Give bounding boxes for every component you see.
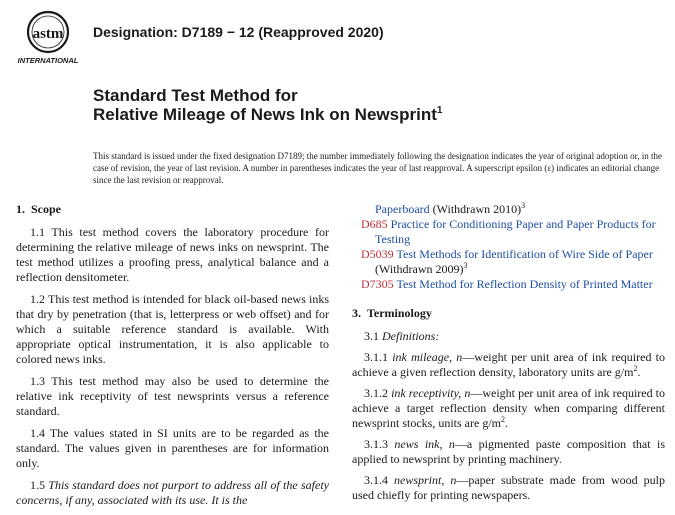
standard-notice: This standard is issued under the fixed designation D7189; the number immediately following the designation indicates the year of original adoption or, in the case of revision, the year of last revision. A number in parentheses indicates the year of last reapproval. A superscript epsilon (ε) indicates an editorial change since the last revision or reapproval. <box>93 151 663 185</box>
left-column <box>16 202 329 515</box>
reference-item[interactable]: D5039 Test Methods for Identification of Wire Side of Paper (Withdrawn 2009)$^3$ <box>361 247 653 276</box>
definition-ink-receptivity: 3.1.2 ink receptivity, n—weight per unit area of ink required to achieve a target reflection density when comparing different newsprint stocks, units are g/m$^2$. <box>352 386 665 430</box>
title-footnote-mark[interactable]: 1 <box>436 105 443 116</box>
definition-ink-mileage: 3.1.1 ink mileage, n—weight per unit area of ink required to achieve a given reflection density, laboratory units are g/m$^2$. <box>352 350 665 379</box>
paragraph-1-3: 1.3 This test method may also be used to determine the relative ink receptivity of test newsprints versus a reference standard. <box>16 374 329 418</box>
reference-item[interactable]: Paperboard (Withdrawn 2010)$^3$ <box>375 201 526 216</box>
definition-news-ink: 3.1.3 news ink, n—a pigmented paste composition that is applied to newsprint by printing machinery. <box>352 437 665 466</box>
paragraph-1-1: 1.1 This test method covers the laboratory procedure for determining the relative mileage of news inks on newsprint. The test method utilizes a proofing press, analytical balance and a reflection densitometer. <box>16 225 329 284</box>
title-line-1: Standard Test Method for <box>93 86 298 105</box>
definition-newsprint: 3.1.4 newsprint, n—paper substrate made from wood pulp used chiefly for printing newspapers. <box>352 473 665 502</box>
section-scope-heading: 1. Scope <box>16 202 61 216</box>
section-terminology-heading: 3. Terminology <box>352 306 432 320</box>
paragraph-1-4: 1.4 The values stated in SI units are to be regarded as the standard. The values given in parentheses are for information only. <box>16 426 329 470</box>
svg-text:INTERNATIONAL: INTERNATIONAL <box>17 56 79 65</box>
reference-item[interactable]: D685 Practice for Conditioning Paper and Paper Products for Testing <box>361 217 656 246</box>
reference-item[interactable]: D7305 Test Method for Reflection Density of Printed Matter <box>361 277 653 291</box>
paragraph-1-2: 1.2 This test method is intended for black oil-based news inks that dry by penetration (that is, letterpress or web offset) and for which a suitable reference standard is available. With appropriate optical instrumentation, it is also applicable to colored news inks. <box>16 292 329 366</box>
paragraph-1-5: 1.5 This standard does not purport to address all of the safety concerns, if any, associated with its use. It is the <box>16 478 329 507</box>
definitions-label: 3.1 Definitions: <box>364 329 440 343</box>
svg-text:astm: astm <box>32 26 64 42</box>
title-line-2: Relative Mileage of News Ink on Newsprint <box>93 105 437 124</box>
astm-logo-icon <box>16 8 80 66</box>
astm-logo <box>16 8 80 66</box>
right-column <box>352 202 665 509</box>
designation: Designation: D7189 − 12 (Reapproved 2020) <box>93 24 384 40</box>
page-title <box>93 86 442 124</box>
